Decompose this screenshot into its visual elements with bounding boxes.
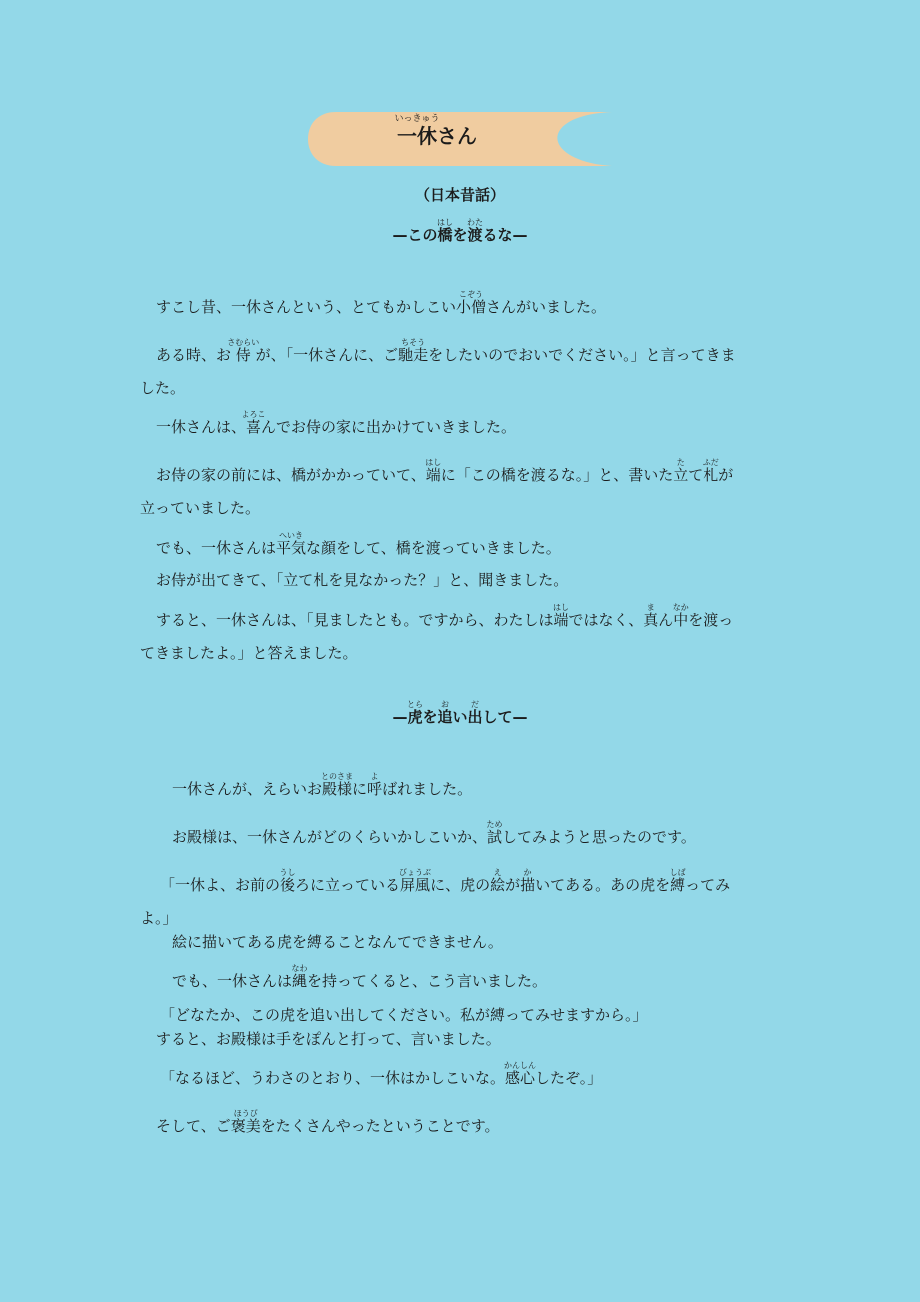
ruby-reading: はし xyxy=(436,218,453,227)
paragraph-line: 一休さんが、えらいお とのさま 殿様に よ 呼ばれました。 xyxy=(172,772,473,798)
paragraph-line: ある時、お さむらい 侍 が、「一休さんに、ご ちそう 馳走をしたいのでおいでください。」と言ってきま xyxy=(156,338,736,364)
ruby-reading: とら xyxy=(406,700,423,709)
paragraph-line: すると、一休さんは、「見ましたとも。ですから、わたしは はし 端ではなく、 ま 真ん なか 中を渡っ xyxy=(156,603,734,629)
paragraph-line: すこし昔、一休さんという、とてもかしこい こぞう 小僧さんがいました。 xyxy=(156,290,607,316)
paragraph-line: でも、一休さんは へいき 平気な顔をして、橋を渡っていきました。 xyxy=(156,531,561,557)
title-kanji: いっきゅう 一休 xyxy=(394,114,440,148)
paragraph-line: 立っていました。 xyxy=(140,499,261,517)
paragraph-line: 「どなたか、この虎を追い出してください。私が縛ってみせますから。」 xyxy=(160,1006,648,1024)
ruby-reading: お xyxy=(440,700,449,709)
paragraph-line: てきましたよ。」と答えました。 xyxy=(140,644,358,662)
paragraph-line: 「なるほど、うわさのとおり、一休はかしこいな。 かんしん 感心したぞ。」 xyxy=(160,1061,603,1087)
paragraph-line: 「一休よ、お前の うし 後ろに立っている びょうぶ 屏風に、虎の え 絵が か 描いてある。あの虎を しば 縛ってみ xyxy=(160,868,731,894)
ruby-reading: わた xyxy=(467,218,483,227)
paragraph-line: 絵に描いてある虎を縛ることなんてできません。 xyxy=(172,933,503,951)
section1-heading: —この はし 橋を わた 渡るな— xyxy=(392,218,528,244)
paragraph-line: お侍の家の前には、橋がかかっていて、 はし 端に「この橋を渡るな。」と、書いた た 立て ふだ 札が xyxy=(156,458,734,484)
page-title xyxy=(306,114,568,148)
title-banner xyxy=(306,110,614,168)
genre-label: （日本昔話） xyxy=(414,186,505,204)
paragraph-line: すると、お殿様は手をぽんと打って、言いました。 xyxy=(156,1030,501,1048)
paragraph-line: そして、ご ほうび 褒美をたくさんやったということです。 xyxy=(156,1109,500,1135)
ruby-reading: いっきゅう xyxy=(394,114,440,124)
section2-heading: — とら 虎を お 追い だ 出して— xyxy=(392,700,528,726)
paragraph-line: した。 xyxy=(140,379,186,397)
paragraph-line: 一休さんは、 よろこ 喜んでお侍の家に出かけていきました。 xyxy=(156,410,517,436)
paragraph-line: でも、一休さんは なわ 縄を持ってくると、こう言いました。 xyxy=(172,964,548,990)
ruby-reading: だ xyxy=(471,700,480,709)
paragraph-line: よ。」 xyxy=(140,909,178,927)
paragraph-line: お侍が出てきて、「立て札を見なかった？」と、聞きました。 xyxy=(156,571,569,589)
paragraph-line: お殿様は、一休さんがどのくらいかしこいか、 ため 試してみようと思ったのです。 xyxy=(172,820,696,846)
title-suffix: さん xyxy=(437,124,477,148)
